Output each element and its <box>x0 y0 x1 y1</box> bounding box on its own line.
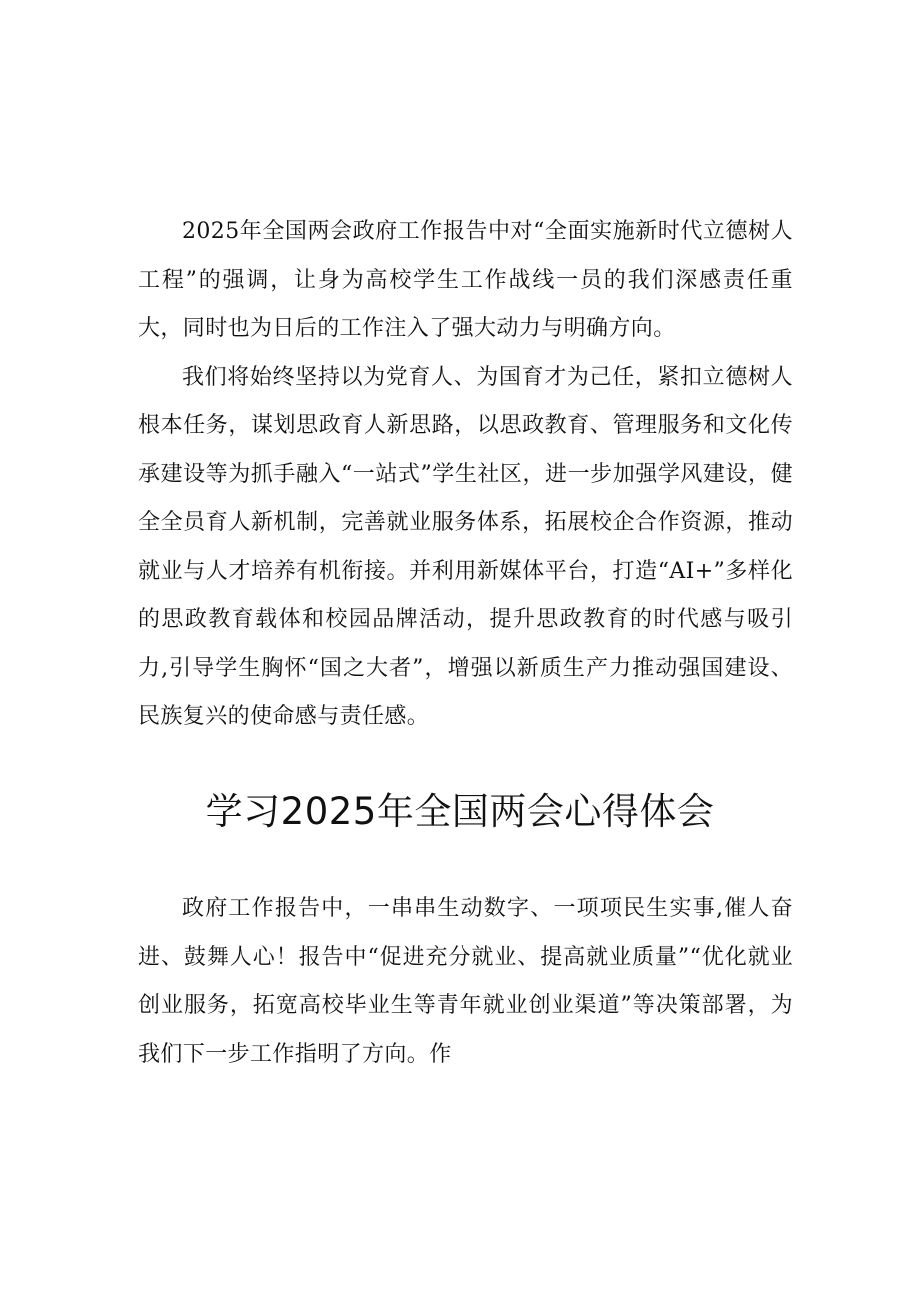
paragraph-3: 政府工作报告中，一串串生动数字、一项项民生实事,催人奋进、鼓舞人心！报告中“促进充分就业、提高就业质量”“优化就业创业服务，拓宽高校毕业生等青年就业创业渠道”等决策部署，为我们下一步工作指明了方向。作 <box>138 896 793 1067</box>
document-title: 学习2025年全国两会心得体会 <box>205 790 715 833</box>
top-text-section <box>138 208 793 742</box>
bottom-text-section <box>138 885 793 1079</box>
paragraph-2: 我们将始终坚持以为党育人、为国育才为己任，紧扣立德树人根本任务，谋划思政育人新思路，以思政教育、管理服务和文化传承建设等为抓手融入“一站式”学生社区，进一步加强学风建设，健全全员育人新机制，完善就业服务体系，拓展校企合作资源，推动就业与人才培养有机衔接。并利用新媒体平台，打造“AI+”多样化的思政教育载体和校园品牌活动，提升思政教育的时代感与吸引力,引导学生胸怀“国之大者”，增强以新质生产力推动强国建设、民族复兴的使命感与责任感。 <box>138 364 793 729</box>
paragraph-1: 2025年全国两会政府工作报告中对“全面实施新时代立德树人工程”的强调，让身为高校学生工作战线一员的我们深感责任重大，同时也为日后的工作注入了强大动力与明确方向。 <box>138 219 793 341</box>
